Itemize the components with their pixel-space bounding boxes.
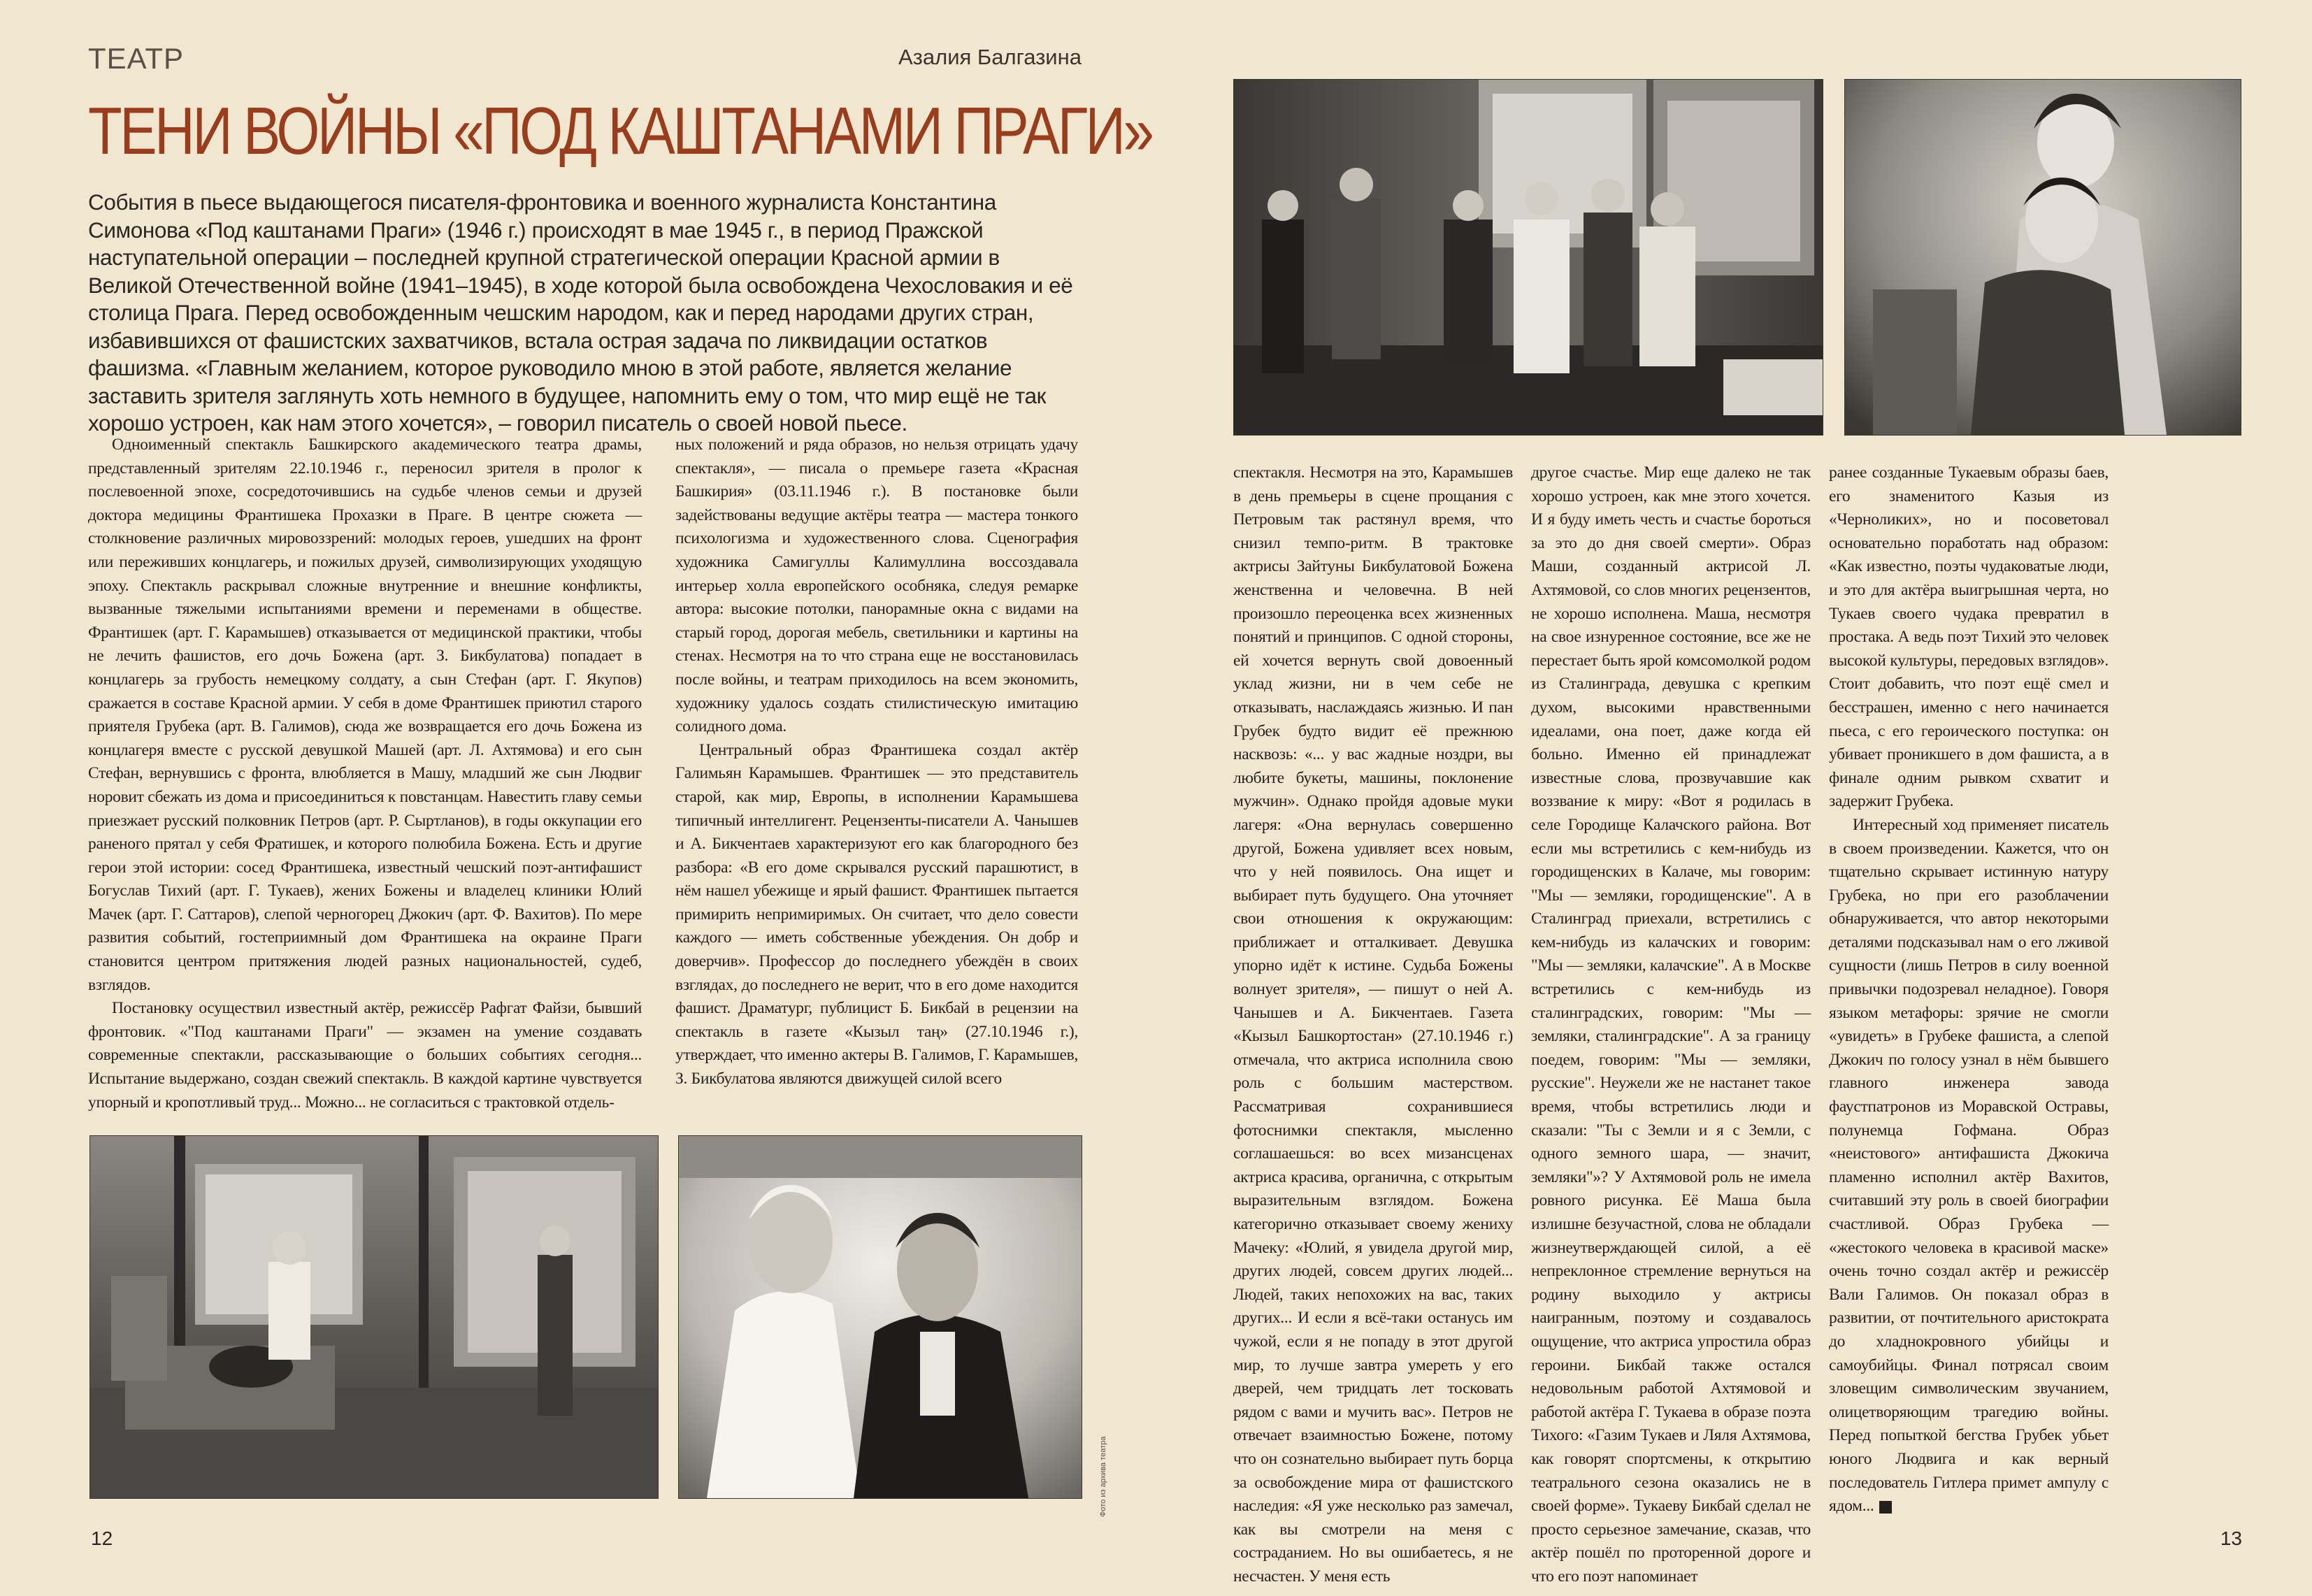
article-title: ТЕНИ ВОЙНЫ «ПОД КАШТАНАМИ ПРАГИ» (88, 94, 1152, 168)
section-label: ТЕАТР (88, 42, 185, 75)
left-page (0, 0, 1154, 1596)
text-column-2 (675, 433, 1078, 1091)
photo-image (90, 1136, 658, 1498)
paragraph: спектакля. Несмотря на это, Карамышев в день премьеры в сцене прощания с Петровым так растянул время, что снизил темпо-ритм. В трактовке актрисы Зайтуны Бикбулатовой Божена женственна и человечна. В ней произошло переоценка всех жизненных понятий и принципов. С одной стороны, ей хочется вернуть свой довоенный уклад жизни, ни в чем себе не отказывать, наслаждаясь жизнью. И пан Грубек будто видит её прежнюю насквозь: «... у вас жадные ноздри, вы любите букеты, машины, поклонение мужчин». Однако пройдя адовые муки лагеря: «Она вернулась совершенно другой, Божена удивляет всех новым, что у ней появилось. Она ищет и выбирает путь будущего. Она уточняет свои отношения к окружающим: приближает и отталкивает. Девушка упорно идёт к истине. Судьба Божены волнует зрителя», — пишут о ней А. Чанышев и А. Бикчентаев. Газета «Кызыл Башкортостан» (27.10.1946 г.) отмечала, что актриса исполнила свою роль с большим мастерством. Рассматривая сохранившиеся фотоснимки спектакля, мысленно соглашаешься: во всех мизансценах актриса красива, органична, с открытым выразительным взглядом. Божена категорично отказывает своему жениху Мачеку: «Юлий, я увидела другой мир, других людей, совсем других людей... Людей, таких непохожих на вас, таких других... И если я всё-таки останусь им чужой, если я не попаду в этот другой мир, то лучше завтра умереть у его дверей, чем тридцать лет тосковать рядом с вами и мучить вас». Петров не отвечает взаимностью Божене, потому что он сознательно выбирает путь борца за освобождение мира от фашистского наследия: «Я уже несколько раз замечал, как вы смотрели на меня с состраданием. Но вы ошибаетесь, я не несчастен. У меня есть (1233, 463, 1513, 1586)
end-mark-icon (1879, 1501, 1892, 1514)
page-number-right: 13 (2220, 1527, 2242, 1549)
paragraph: ных положений и ряда образов, но нельзя отрицать удачу спектакля», — писала о премьере газета «Красная Башкирия» (03.11.1946 г.). В постановке были задействованы ведущие актёры театра — мастера тонкого психологизма и художественного слова. Сценография художника Самигуллы Калимуллина воссоздавала интерьер холла европейского особняка, следуя ремарке автора: высокие потолки, панорамные окна с видами на старый город, дорогая мебель, светильники и картины на стенах. Несмотря на то что страна еще не восстановилась после войны, и театрам приходилось на всем экономить, художнику удалось создать стилистическую имитацию солидного дома. (675, 436, 1078, 736)
text-column-4 (1531, 461, 1811, 1589)
stage-photo-two-men (678, 1135, 1082, 1499)
text-column-1 (88, 433, 642, 1114)
text-column-3 (1233, 461, 1513, 1589)
paragraph: другое счастье. Мир еще далеко не так хорошо устроен, как мне этого хочется. И я буду иметь честь и счастье бороться за это до дня своей смерти». Образ Маши, созданный актрисой Л. Ахтямовой, со слов многих рецензентов, не хорошо исполнена. Маша, несмотря на свое изнуренное состояние, все же не перестает быть ярой комсомолкой родом из Сталинграда, девушка с крепким духом, высокими нравственными идеалами, она поет, даже когда ей больно. Именно ей принадлежат известные слова, прозвучавшие как воззвание к миру: «Вот я родилась в селе Городище Калачского района. Вот если мы встретились с кем-нибудь из городищенских в Калаче, мы говорим: "Мы — земляки, городищенские". А в Сталинград приехали, встретились с кем-нибудь из калачских и говорим: "Мы — земляки, калачские". А в Москве встретились с кем-нибудь из сталинградских, говорим: "Мы — земляки, сталинградские". А за границу поедем, говорим: "Мы — земляки, русские". Неужели же не настанет такое время, чтобы встретились люди и сказали: "Ты с Земли и я с Земли, с одного земного шара, — значит, земляки"»? У Ахтямовой роль не имела ровного рисунка. Её Маша была излишне безучастной, слова не обладали жизнеутверждающей силой, а её непреклонное стремление вернуться на родину выходило у актрисы наигранным, поэтому и создавалось ощущение, что актриса упростила образ героини. Бикбай также остался недовольным работой Ахтямовой и работой актёра Г. Тукаева в образе поэта Тихого: «Газим Тукаев и Ляля Ахтямова, как говорят спортсмены, к открытию театрального сезона оказались не в своей форме». Тукаеву Бикбай сделал не просто серьезное замечание, сказав, что актёр пошёл по проторенной дороге и что его поэт напоминает (1531, 463, 1811, 1586)
author-name: Азалия Балгазина (898, 45, 1082, 69)
stage-photo-room-scene (89, 1135, 659, 1499)
article-lead: События в пьесе выдающегося писателя-фронтовика и военного журналиста Константина Симонова «Под каштанами Праги» (1946 г.) происходят в мае 1945 г., в период Пражской наступательной операции – последней крупной стратегической операции Красной армии в Великой Отечественной войне (1941–1945), в ходе которой была освобождена Чехословакия и её столица Прага. Перед освобожденным чешским народом, как и перед народами других стран, избавившихся от фашистских захватчиков, встала острая задача по ликвидации остатков фашизма. «Главным желанием, которое руководило мною в этой работе, является желание заставить зрителя заглянуть хоть немного в будущее, напомнить ему о том, что мир ещё не так хорошо устроен, как нам этого хочется», – говорил писатель о своей новой пьесе. (88, 189, 1073, 436)
paragraph: Интересный ход применяет писатель в своем произведении. Кажется, что он тщательно скрывает истинную натуру Грубека, но при его разоблачении обнаруживается, что автор некоторыми деталями подсказывал нам о его лживой сущности (лишь Петров в силу военной привычки подозревал неладное). Говоря языком метафоры: зрячие не смогли «увидеть» в Грубеке фашиста, а слепой Джокич по голосу узнал в нём бывшего главного инженера завода фаустпатронов из Моравской Остравы, полунемца Гофмана. Образ «неистового» антифашиста Джокича пламенно исполнил актёр Вахитов, считавший эту роль в своей биографии счастливой. Образ Грубека — «жестокого человека в красивой маске» очень точно создал актёр и режиссёр Вали Галимов. Он показал образ в развитии, от почтительного аристократа до хладнокровного убийцы и самоубийцы. Финал потрясал своим зловещим символическим звучанием, олицетворяющим трагедию войны. Перед попыткой бегства Грубек убьет юного Людвига и как верный последователь Гитлера примет ампулу с ядом... (1829, 815, 2109, 1516)
paragraph: Центральный образ Франтишека создал актёр Галимьян Карамышев. Франтишек — это представитель старой, как мир, Европы, в исполнении Карамышева типичный интеллигент. Рецензенты-писатели А. Чанышев и А. Бикчентаев характеризуют его как благородного без разбора: «В его доме скрывался русский парашютист, в нём нашел убежище и ярый фашист. Франтишек пытается примирить непримиримых. Он считает, что дело совести каждого — иметь собственные убеждения. Он добр и доверчив». Профессор до последнего убеждён в своих взглядах, до последнего не верит, что в его доме находится фашист. Драматург, публицист Б. Бикбай в рецензии на спектакль в газете «Кызыл таң» (27.10.1946 г.), утверждает, что именно актеры В. Галимов, Г. Карамышев, З. Бикбулатова являются движущей силой всего (675, 740, 1078, 1088)
stage-photo-two-women (1844, 79, 2241, 436)
photo-image (679, 1136, 1082, 1498)
right-page (1154, 0, 2312, 1596)
photo-image (1234, 80, 1823, 435)
page-number-left: 12 (91, 1527, 113, 1549)
paragraph: Постановку осуществил известный актёр, режиссёр Рафгат Файзи, бывший фронтовик. «"Под каштанами Праги" — экзамен на умение создавать современные спектакли, рассказывающие о больших событиях сегодня... Испытание выдержано, создан свежий спектакль. В каждой картине чувствуется упорный и кропотливый труд... Можно... не согласиться с трактовкой отдель- (88, 999, 642, 1112)
paragraph: ранее созданные Тукаевым образы баев, его знаменитого Казыя из «Черноликих», но и посоветовал основательно поработать над образом: «Как известно, поэты чудаковатые люди, и это для актёра выигрышная черта, но Тукаев своего чудака превратил в простака. А ведь поэт Тихий это человек высокой культуры, передовых взглядов». Стоит добавить, что поэт ещё смел и бесстрашен, именно с него начинается пьеса, с его героического поступка: он убивает проникшего в дом фашиста, а в финале одним рывком схватит и задержит Грубека. (1829, 463, 2109, 811)
photo-image (1845, 80, 2241, 435)
stage-photo-group-scene (1233, 79, 1823, 436)
photo-credit: Фото из архива театра (1099, 1436, 1107, 1517)
text-column-5 (1829, 461, 2109, 1518)
paragraph: Одноименный спектакль Башкирского академического театра драмы, представленный зрителям 22.10.1946 г., переносил зрителя в пролог к послевоенной эпохе, сосредоточившись на судьбе членов семьи и друзей доктора медицины Франтишека Прохазки в Праге. В центре сюжета — столкновение различных мировоззрений: молодых героев, ушедших на фронт или переживших концлагерь, и пожилых друзей, символизирующих уходящую эпоху. Спектакль раскрывал сложные внутренние и внешние конфликты, вызванные тяжелыми испытаниями времени и переменами в обществе. Франтишек (арт. Г. Карамышев) отказывается от медицинской практики, чтобы не лечить фашистов, его дочь Божена (арт. З. Бикбулатова) попадает в концлагерь за грубость немецкому солдату, а сын Стефан (арт. Г. Якупов) сражается в составе Красной армии. У себя в доме Франтишек приютил старого приятеля Грубека (арт. В. Галимов), сюда же возвращается его дочь Божена из концлагеря вместе с русской девушкой Машей (арт. Л. Ахтямова) и его сын Стефан, вернувшись с фронта, влюбляется в Машу, младший же сын Людвиг норовит сбежать из дома и присоединиться к повстанцам. Навестить главу семьи приезжает русский полковник Петров (арт. Р. Сыртланов), в годы оккупации его раненого прятал у себя Фратишек, и которого полюбила Божена. Есть и другие герои этой истории: сосед Франтишека, известный чешский поэт-антифашист Богуслав Тихий (арт. Г. Тукаев), жених Божены и владелец клиники Юлий Мачек (арт. Г. Саттаров), слепой черногорец Джокич (арт. Ф. Вахитов). По мере развития событий, гостеприимный дом Франтишека на окраине Праги становится центром притяжения людей разных национальностей, судеб, взглядов. (88, 436, 642, 994)
